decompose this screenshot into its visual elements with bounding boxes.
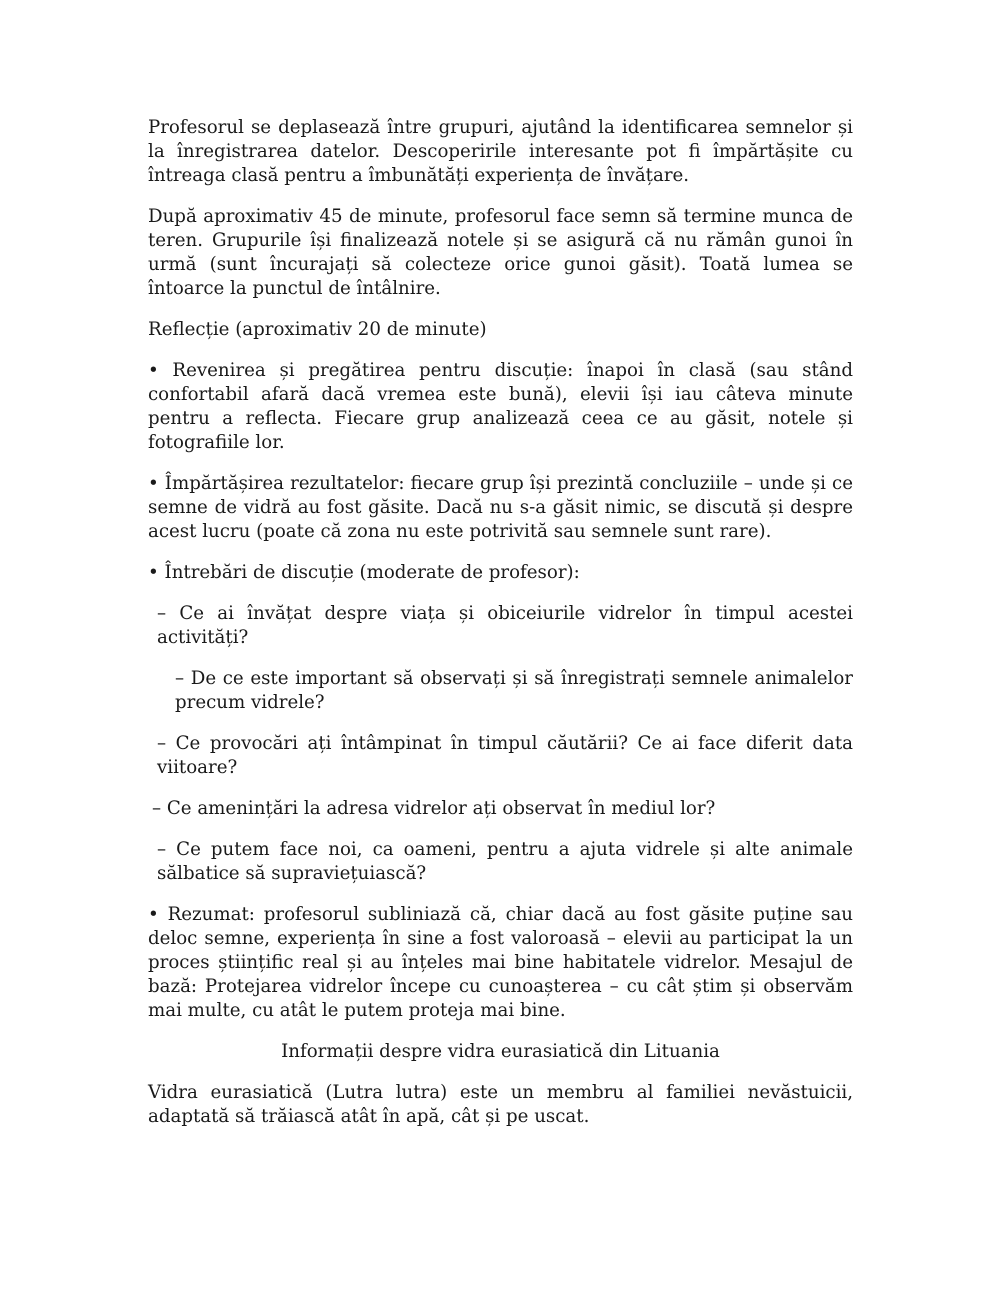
question-threats: – Ce amenințări la adresa vidrelor ați observat în mediul lor? bbox=[152, 798, 716, 819]
section-heading-otter-info: Informații despre vidra eurasiatică din Lituania bbox=[281, 1041, 720, 1062]
bullet-return-preparation: • Revenirea și pregătirea pentru discuție: înapoi în clasă (sau stând confortabil afară dacă vremea este bună), elevii își iau câteva minute pentru a reflecta. Fiecare grup analizează ceea ce au găsit, notele și fotografiile lor. bbox=[148, 360, 853, 453]
bullet-summary: • Rezumat: profesorul subliniază că, chiar dacă au fost găsite puține sau deloc semne, experiența în sine a fost valoroasă – elevii au participat la un proces științific real și au înțeles mai bine habitatele vidrelor. Mesajul de bază: Protejarea vidrelor începe cu cunoașterea – cu cât știm și observăm mai multe, cu atât le putem proteja mai bine. bbox=[148, 904, 853, 1021]
question-what-learned: – Ce ai învățat despre viața și obiceiurile vidrelor în timpul acestei activități? bbox=[157, 603, 853, 648]
question-what-can-we-do: – Ce putem face noi, ca oameni, pentru a ajuta vidrele și alte animale sălbatice să supraviețuiască? bbox=[157, 839, 853, 884]
bullet-discussion-questions: • Întrebări de discuție (moderate de profesor): bbox=[148, 562, 580, 583]
question-challenges: – Ce provocări ați întâmpinat în timpul căutării? Ce ai face diferit data viitoare? bbox=[157, 733, 853, 778]
section-heading-reflection: Reflecție (aproximativ 20 de minute) bbox=[148, 319, 487, 340]
paragraph-teacher-moves: Profesorul se deplasează între grupuri, ajutând la identificarea semnelor și la înregistrarea datelor. Descoperirile interesante pot fi împărtășite cu întreaga clasă pentru a îmbunătăți experiența de învățare. bbox=[148, 117, 853, 186]
paragraph-fieldwork-end: După aproximativ 45 de minute, profesorul face semn să termine munca de teren. Grupurile își finalizează notele și se asigură că nu rămân gunoi în urmă (sunt încurajați să colecteze orice gunoi găsit). Toată lumea se întoarce la punctul de întâlnire. bbox=[148, 206, 853, 299]
question-why-important: – De ce este important să observați și să înregistrați semnele animalelor precum vidrele? bbox=[175, 668, 853, 713]
document-page bbox=[148, 116, 853, 1146]
paragraph-otter-description: Vidra eurasiatică (Lutra lutra) este un membru al familiei nevăstuicii, adaptată să trăiască atât în apă, cât și pe uscat. bbox=[148, 1082, 853, 1127]
bullet-sharing-results: • Împărtășirea rezultatelor: fiecare grup își prezintă concluziile – unde și ce semne de vidră au fost găsite. Dacă nu s-a găsit nimic, se discută și despre acest lucru (poate că zona nu este potrivită sau semnele sunt rare). bbox=[148, 473, 853, 542]
